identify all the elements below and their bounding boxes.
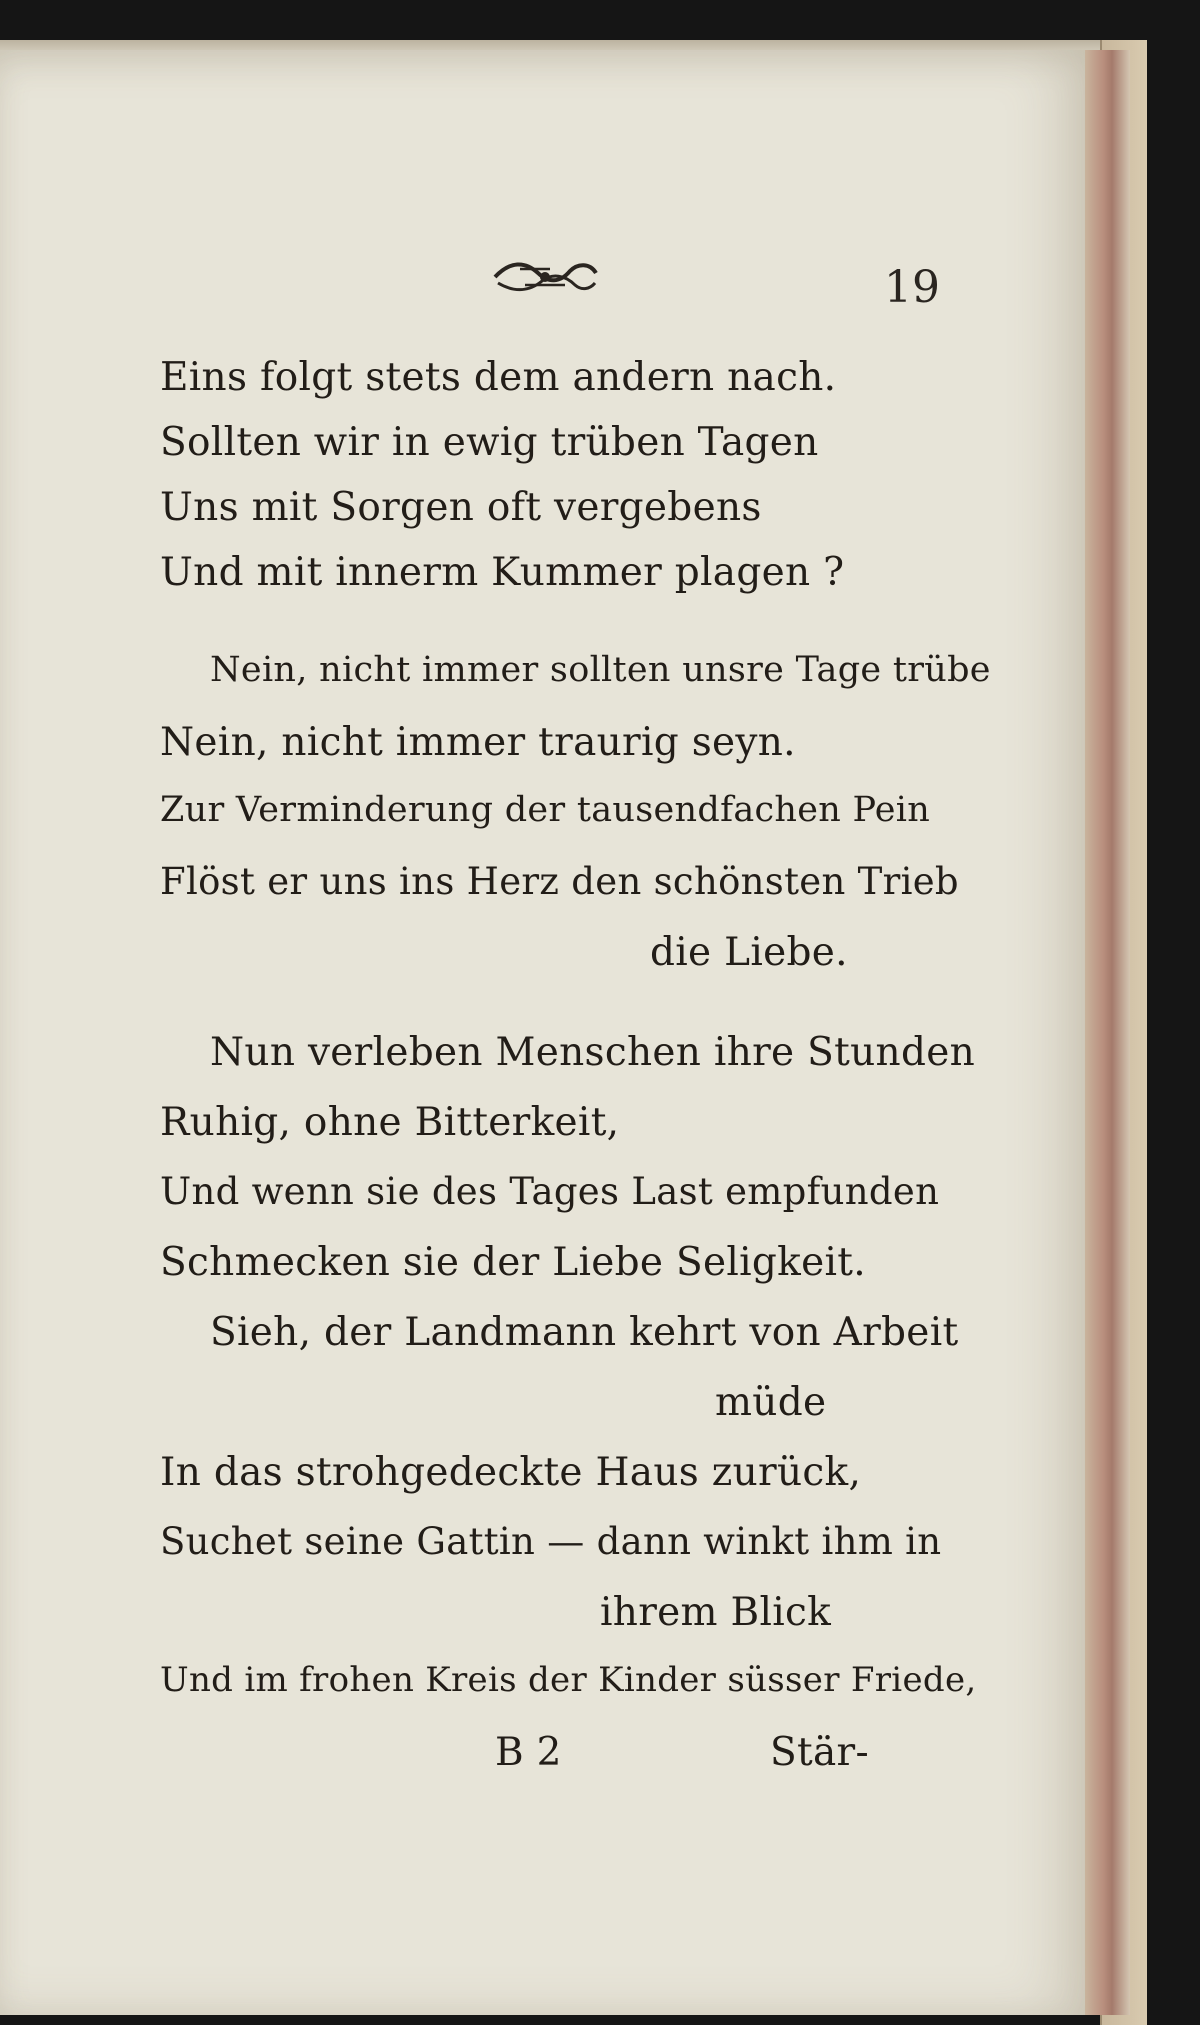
text-line: In das strohgedeckte Haus zurück, bbox=[160, 1450, 862, 1495]
catchword: Stär- bbox=[770, 1730, 869, 1775]
page-edges bbox=[1085, 50, 1130, 2015]
text-line: Flöst er uns ins Herz den schönsten Trieb bbox=[160, 860, 959, 903]
text-line: Eins folgt stets dem andern nach. bbox=[160, 355, 837, 400]
page-number: 19 bbox=[884, 262, 940, 313]
text-line: Und im frohen Kreis der Kinder süsser Friede, bbox=[160, 1660, 977, 1700]
text-line: Uns mit Sorgen oft vergebens bbox=[160, 485, 762, 530]
text-line: die Liebe. bbox=[650, 930, 848, 975]
signature-mark: B 2 bbox=[495, 1730, 562, 1775]
decorative-vignette-icon bbox=[490, 255, 600, 299]
text-line: Nein, nicht immer traurig seyn. bbox=[160, 720, 796, 765]
text-line: ihrem Blick bbox=[600, 1590, 832, 1635]
text-line: Ruhig, ohne Bitterkeit, bbox=[160, 1100, 620, 1145]
text-line: Schmecken sie der Liebe Seligkeit. bbox=[160, 1240, 866, 1285]
text-line: Suchet seine Gattin — dann winkt ihm in bbox=[160, 1520, 942, 1563]
text-line: Nein, nicht immer sollten unsre Tage trübe bbox=[210, 650, 991, 690]
text-line: Und mit innerm Kummer plagen ? bbox=[160, 550, 845, 595]
text-line: Sieh, der Landmann kehrt von Arbeit bbox=[210, 1310, 959, 1355]
text-line: Sollten wir in ewig trüben Tagen bbox=[160, 420, 819, 465]
text-line: Und wenn sie des Tages Last empfunden bbox=[160, 1170, 940, 1213]
text-line: müde bbox=[715, 1380, 827, 1425]
text-line: Zur Verminderung der tausendfachen Pein bbox=[160, 790, 931, 830]
text-line: Nun verleben Menschen ihre Stunden bbox=[210, 1030, 976, 1075]
